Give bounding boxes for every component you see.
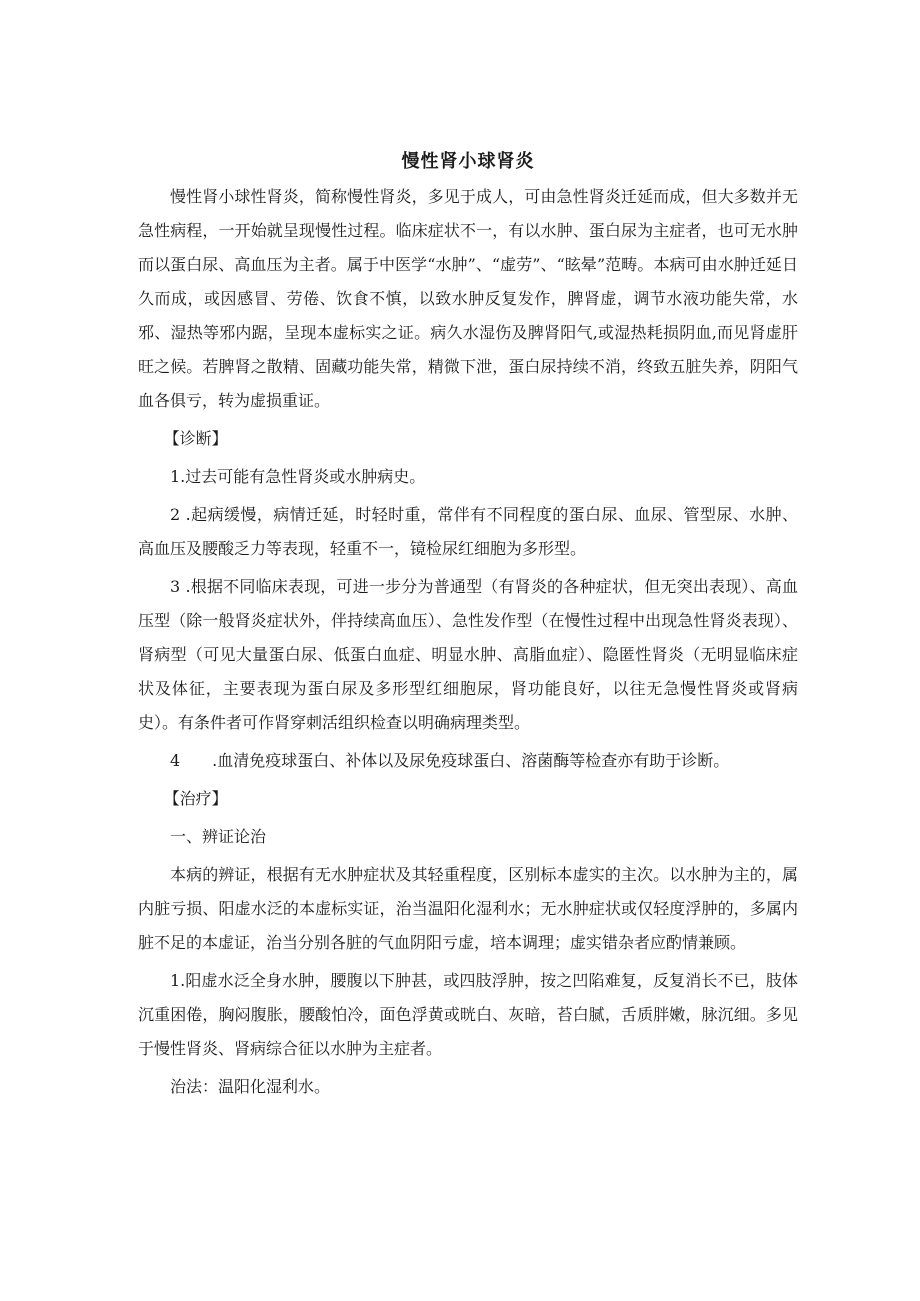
diagnosis-item-4: 4 .血清免疫球蛋白、补体以及尿免疫球蛋白、溶菌酶等检查亦有助于诊断。 [170, 751, 730, 770]
treatment-item-1: 1.阳虚水泛全身水肿，腰腹以下肿甚，或四肢浮肿，按之凹陷难复，反复消长不已，肢体沉重困倦，胸闷腹胀，腰酸怕冷，面色浮黄或晄白、灰暗，苔白腻，舌质胖嫩，脉沉细。多见于慢性肾炎、肾病综合征以水肿为主症者。 [138, 971, 798, 1058]
diagnosis-item-2: 2 .起病缓慢，病情迁延，时轻时重，常伴有不同程度的蛋白尿、血尿、管型尿、水肿、高血压及腰酸乏力等表现，轻重不一，镜检尿红细胞为多形型。 [138, 505, 798, 558]
document-page [138, 150, 798, 1104]
section1-intro-paragraph: 本病的辨证，根据有无水肿症状及其轻重程度，区别标本虚实的主次。以水肿为主的，属内脏亏损、阳虚水泛的本虚标实证，治当温阳化湿利水；无水肿症状或仅轻度浮肿的，多属内脏不足的本虚证，治当分别各脏的气血阴阳亏虚，培本调理；虚实错杂者应酌情兼顾。 [138, 865, 798, 952]
diagnosis-item-3: 3 .根据不同临床表现，可进一步分为普通型（有肾炎的各种症状，但无突出表现）、高血压型（除一般肾炎症状外，伴持续高血压）、急性发作型（在慢性过程中出现急性肾炎表现）、肾病型（可见大量蛋白尿、低蛋白血症、明显水肿、高脂血症）、隐匿性肾炎（无明显临床症状及体征，主要表现为蛋白尿及多形型红细胞尿，肾功能良好，以往无急慢性肾炎或肾病史）。有条件者可作肾穿刺活组织检查以明确病理类型。 [138, 577, 798, 732]
diagnosis-item-1: 1.过去可能有急性肾炎或水肿病史。 [170, 467, 426, 486]
section1-heading: 一、辨证论治 [170, 827, 267, 846]
intro-paragraph: 慢性肾小球性肾炎，简称慢性肾炎，多见于成人，可由急性肾炎迁延而成，但大多数并无急性病程，一开始就呈现慢性过程。临床症状不一，有以水肿、蛋白尿为主症者，也可无水肿而以蛋白尿、高血压为主者。属于中医学“水肿”、“虚劳”、“眩晕”范畴。本病可由水肿迁延日久而成，或因感冒、劳倦、饮食不慎，以致水肿反复发作，脾肾虚，调节水液功能失常，水邪、湿热等邪内踞，呈现本虚标实之证。病久水湿伤及脾肾阳气,或湿热耗损阴血,而见肾虚肝旺之候。若脾肾之散精、固藏功能失常，精微下泄，蛋白尿持续不消，终致五脏失养，阴阳气血各俱亏，转为虚损重证。 [138, 187, 798, 410]
treatment-item-1-method: 治法：温阳化湿利水。 [170, 1077, 331, 1096]
diagnosis-heading: 【诊断】 [163, 429, 228, 448]
document-title: 慢性肾小球肾炎 [401, 151, 535, 172]
treatment-heading: 【治疗】 [163, 789, 228, 808]
